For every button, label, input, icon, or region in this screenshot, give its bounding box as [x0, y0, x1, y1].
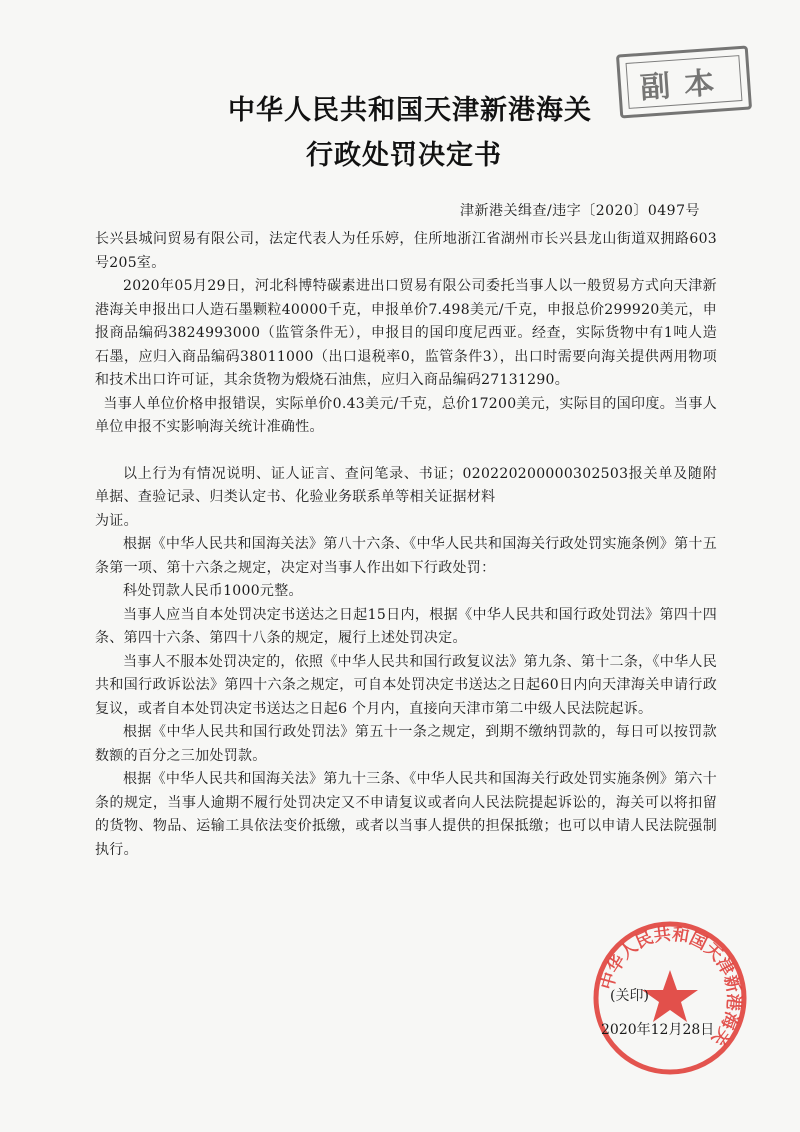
paragraph-gap: [95, 440, 717, 463]
decision-date: 2020年12月28日: [601, 1022, 715, 1038]
facts-paragraph-2: 当事人单位价格申报错误，实际单价0.43美元/千克，总价17200美元，实际目的国印度。当事人单位申报不实影响海关统计准确性。: [95, 395, 717, 435]
archive-stamp-text: 副本: [626, 55, 743, 109]
payment-paragraph: 当事人应当自本处罚决定书送达之日起15日内，根据《中华人民共和国行政处罚法》第四十四条、第四十六条、第四十八条的规定，履行上述处罚决定。: [95, 606, 717, 646]
evidence-end: 为证。: [95, 512, 138, 529]
document-title-line1: 中华人民共和国天津新港海关: [228, 95, 592, 126]
seal-star-icon: [642, 970, 698, 1022]
seal-text-path: 中华人民共和国天津新港海关: [597, 924, 744, 1050]
appeal-paragraph: 当事人不服本处罚决定的，依照《中华人民共和国行政复议法》第九条、第十二条，《中华人民共和国行政诉讼法》第四十六条之规定，可自本处罚决定书送达之日起60日内向天津海关申请行政复议，或者自本处罚决定书送达之日起6 个月内，直接向天津市第二中级人民法院起诉。: [95, 653, 717, 717]
legal-basis-paragraph: 根据《中华人民共和国海关法》第八十六条、《中华人民共和国海关行政处罚实施条例》第十五条第一项、第十六条之规定，决定对当事人作出如下行政处罚：: [95, 536, 717, 576]
evidence-paragraph: 以上行为有情况说明、证人证言、查问笔录、书证；020220200000302503报关单及随附单据、查验记录、归类认定书、化验业务联系单等相关证据材料: [95, 465, 717, 505]
enforcement-paragraph: 根据《中华人民共和国海关法》第九十三条、《中华人民共和国海关行政处罚实施条例》第六十条的规定，当事人逾期不履行处罚决定又不申请复议或者向人民法院提起诉讼的，海关可以将扣留的货物、物品、运输工具依法变价抵缴，或者以当事人提供的担保抵缴；也可以申请人民法院强制执行。: [95, 771, 717, 858]
party-paragraph: 长兴县城问贸易有限公司，法定代表人为任乐婷，住所地浙江省湖州市长兴县龙山街道双拥路603号205室。: [95, 231, 717, 271]
document-title-line2: 行政处罚决定书: [306, 140, 502, 171]
document-body: [95, 228, 717, 862]
facts-paragraph: 2020年05月29日，河北科博特碳素进出口贸易有限公司委托当事人以一般贸易方式向天津新港海关申报出口人造石墨颗粒40000千克，申报单价7.498美元/千克，申报总价299920美元，申报商品编码3824993000（监管条件无），申报目的国印度尼西亚。经查，实际货物中有1吨人造石墨，应归入商品编码38011000（出口退税率0，监管条件3），出口时需要向海关提供两用物项和技术出口许可证，其余货物为煅烧石油焦，应归入商品编码27131290。: [95, 278, 717, 388]
penalty-paragraph: 科处罚款人民币1000元整。: [123, 583, 303, 599]
late-fee-paragraph: 根据《中华人民共和国行政处罚法》第五十一条之规定，到期不缴纳罚款的，每日可以按罚款数额的百分之三加处罚款。: [95, 724, 717, 764]
document-number: 津新港关缉查/违字〔2020〕0497号: [460, 203, 700, 219]
seal-label: (关印): [610, 988, 649, 1004]
